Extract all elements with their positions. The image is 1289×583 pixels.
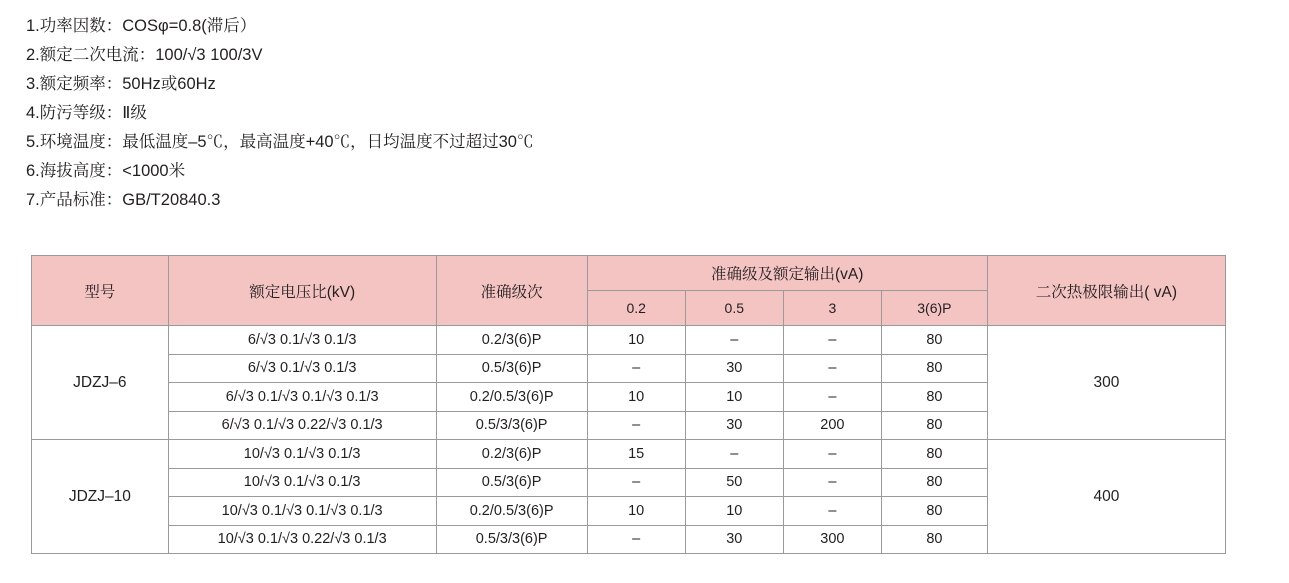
cell-value-0-5: 30	[685, 354, 783, 383]
cell-ratio: 6/√3 0.1/√3 0.1/3	[168, 354, 436, 383]
cell-thermal-limit: 400	[987, 440, 1225, 554]
cell-value-0-2: –	[587, 411, 685, 440]
spec-item-pollution-level: 4.防污等级：Ⅱ级	[26, 104, 147, 122]
cell-ratio: 10/√3 0.1/√3 0.1/√3 0.1/3	[168, 497, 436, 526]
cell-value-3: –	[783, 497, 881, 526]
cell-value-0-5: –	[685, 326, 783, 355]
spec-item-altitude: 6.海拔高度：<1000米	[26, 162, 186, 180]
cell-value-3-6p: 80	[881, 525, 987, 554]
cell-value-3-6p: 80	[881, 440, 987, 469]
specification-table	[31, 255, 1226, 554]
header-sub-0-5: 0.5	[685, 291, 783, 326]
cell-value-0-2: –	[587, 468, 685, 497]
header-voltage-ratio: 额定电压比(kV)	[168, 256, 436, 326]
header-model: 型号	[32, 256, 169, 326]
cell-model: JDZJ–10	[32, 440, 169, 554]
cell-value-3: –	[783, 326, 881, 355]
table-body	[32, 326, 1226, 554]
cell-value-3: 200	[783, 411, 881, 440]
cell-value-3-6p: 80	[881, 326, 987, 355]
table-header	[32, 256, 1226, 326]
cell-value-3: –	[783, 468, 881, 497]
cell-ratio: 10/√3 0.1/√3 0.1/3	[168, 468, 436, 497]
cell-value-0-2: –	[587, 525, 685, 554]
cell-ratio: 10/√3 0.1/√3 0.1/3	[168, 440, 436, 469]
cell-value-3-6p: 80	[881, 468, 987, 497]
cell-ratio: 6/√3 0.1/√3 0.22/√3 0.1/3	[168, 411, 436, 440]
cell-accuracy: 0.2/3(6)P	[436, 326, 587, 355]
header-sub-3: 3	[783, 291, 881, 326]
cell-accuracy: 0.2/3(6)P	[436, 440, 587, 469]
cell-accuracy: 0.5/3/3(6)P	[436, 411, 587, 440]
cell-value-0-2: 15	[587, 440, 685, 469]
spec-item-rated-frequency: 3.额定频率：50Hz或60Hz	[26, 75, 216, 93]
cell-value-3: –	[783, 383, 881, 412]
header-sub-3-6p: 3(6)P	[881, 291, 987, 326]
cell-accuracy: 0.2/0.5/3(6)P	[436, 497, 587, 526]
cell-accuracy: 0.5/3/3(6)P	[436, 525, 587, 554]
cell-model: JDZJ–6	[32, 326, 169, 440]
cell-value-0-5: 10	[685, 497, 783, 526]
cell-value-0-5: 10	[685, 383, 783, 412]
cell-accuracy: 0.5/3(6)P	[436, 468, 587, 497]
cell-accuracy: 0.5/3(6)P	[436, 354, 587, 383]
spec-item-power-factor: 1.功率因数：COSφ=0.8(滞后）	[26, 17, 257, 35]
cell-value-3-6p: 80	[881, 383, 987, 412]
specification-list	[26, 12, 1289, 215]
cell-value-0-2: 10	[587, 326, 685, 355]
cell-ratio: 6/√3 0.1/√3 0.1/√3 0.1/3	[168, 383, 436, 412]
cell-value-0-2: 10	[587, 497, 685, 526]
spec-table-wrapper	[31, 255, 1226, 554]
table-row	[32, 326, 1226, 355]
cell-ratio: 10/√3 0.1/√3 0.22/√3 0.1/3	[168, 525, 436, 554]
cell-value-0-5: –	[685, 440, 783, 469]
header-accuracy-class: 准确级次	[436, 256, 587, 326]
cell-value-0-5: 30	[685, 525, 783, 554]
cell-value-0-2: –	[587, 354, 685, 383]
cell-thermal-limit: 300	[987, 326, 1225, 440]
table-row	[32, 440, 1226, 469]
table-header-row-1	[32, 256, 1226, 291]
cell-value-0-5: 50	[685, 468, 783, 497]
cell-value-3: 300	[783, 525, 881, 554]
cell-value-0-2: 10	[587, 383, 685, 412]
cell-ratio: 6/√3 0.1/√3 0.1/3	[168, 326, 436, 355]
spec-item-product-standard: 7.产品标准：GB/T20840.3	[26, 191, 221, 209]
cell-value-3: –	[783, 354, 881, 383]
cell-accuracy: 0.2/0.5/3(6)P	[436, 383, 587, 412]
cell-value-3-6p: 80	[881, 497, 987, 526]
cell-value-3-6p: 80	[881, 354, 987, 383]
spec-item-rated-secondary-current: 2.额定二次电流：100/√3 100/3V	[26, 46, 263, 64]
header-thermal-limit-output: 二次热极限输出( vA)	[987, 256, 1225, 326]
cell-value-3-6p: 80	[881, 411, 987, 440]
header-sub-0-2: 0.2	[587, 291, 685, 326]
header-accuracy-output-group: 准确级及额定输出(vA)	[587, 256, 987, 291]
cell-value-0-5: 30	[685, 411, 783, 440]
spec-item-ambient-temperature: 5.环境温度：最低温度–5℃，最高温度+40℃，日均温度不过超过30℃	[26, 133, 534, 151]
cell-value-3: –	[783, 440, 881, 469]
